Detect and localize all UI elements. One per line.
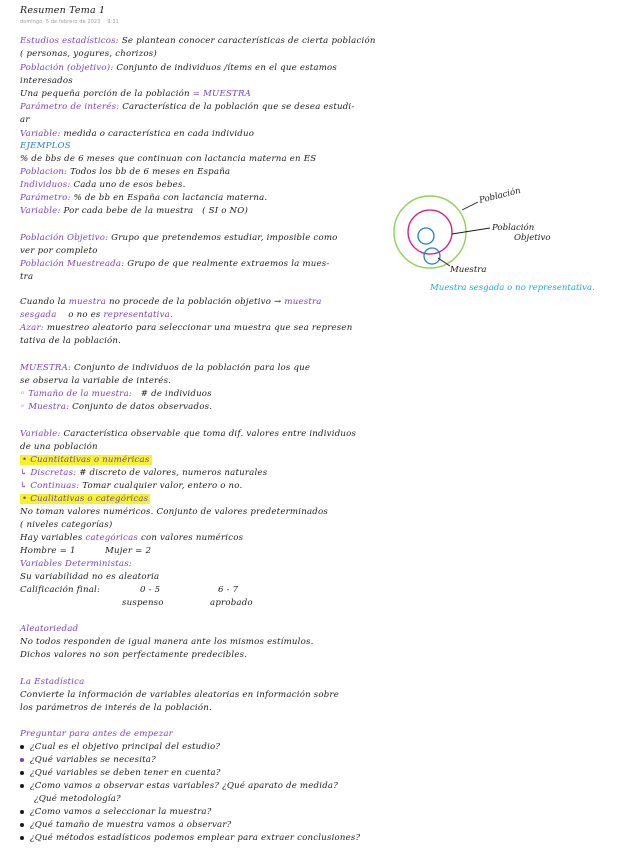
estudios-text: Se plantean conocer características de cierta población [121, 36, 376, 46]
azar-label: Azar: [20, 323, 44, 333]
azar-cont: tativa de la población. [20, 336, 122, 346]
pregunta-text: ¿Qué metodología? [34, 794, 121, 804]
variable-def-line [20, 129, 254, 140]
variable-def-label: Variable: [20, 129, 61, 139]
pregunta-text: ¿Qué variables se necesita? [30, 755, 156, 765]
muestra-sesgada-circle [424, 248, 440, 264]
bullet-icon [20, 771, 24, 775]
pregunta-item [20, 807, 212, 818]
muestra-label: MUESTRA: [20, 363, 72, 373]
note-title: Resumen Tema 1 [20, 5, 106, 16]
sesgo-line-1 [20, 297, 322, 308]
ejemplo-poblacion [20, 167, 230, 178]
sesgo-noes: o no es [68, 310, 101, 320]
ejemplo-parametro [20, 193, 267, 204]
cualitativas-line [20, 494, 150, 505]
variable-cont: de una población [20, 442, 98, 452]
ejemplo-parametro-label: Parámetro: [20, 193, 71, 203]
suspenso-text: suspenso [122, 598, 164, 608]
muestra-circle [418, 228, 434, 244]
pregunta-item [20, 820, 231, 831]
preguntas-heading: Preguntar para antes de empezar [20, 729, 173, 739]
estadistica-line-1: Convierte la información de variables aleatorias en información sobre [20, 690, 340, 700]
ejemplo-individuos [20, 180, 186, 191]
ejemplo-parametro-text: % de bb en España con lactancia materna. [73, 193, 268, 203]
ejemplo-variable [20, 206, 248, 217]
poblacion-cont: interesados [20, 76, 73, 86]
poblacion-label: Población (objetivo): [20, 63, 114, 73]
ejemplo-variable-value: ( SI o NO) [202, 206, 249, 216]
muestreada-cont: tra [20, 272, 34, 282]
sesgo-arrow: → [274, 297, 282, 307]
cuantitativas-text: Cuantitativas o numéricas [30, 455, 150, 465]
parametro-line [20, 102, 354, 113]
hombre-text: Hombre = 1 [20, 546, 76, 556]
pregunta-item [20, 781, 338, 792]
sesgo-sesgada: sesgada [20, 310, 57, 320]
continuas-line [20, 481, 242, 492]
parametro-cont: ar [20, 115, 30, 125]
poblacion-line [20, 63, 337, 74]
niveles-line: ( niveles categorías) [20, 520, 113, 530]
muestra-def2-line [20, 402, 212, 413]
pregunta-text: ¿Qué tamaño de muestra vamos a observar? [30, 820, 232, 830]
hay-rest: con valores numéricos [140, 533, 244, 543]
ejemplo-variable-label: Variable: [20, 206, 61, 216]
cualitativas-text: Cualitativas o categóricas [30, 494, 149, 504]
bullet-icon [20, 823, 24, 827]
discretas-text: # discreto de valores, numeros naturales [79, 468, 268, 478]
estudios-line [20, 36, 376, 47]
parametro-label: Parámetro de interés: [20, 102, 120, 112]
objetivo-circle [408, 210, 452, 254]
sesgo-muestra: muestra [68, 297, 107, 307]
pregunta-item [34, 794, 121, 805]
azar-text: muestreo aleatorio para seleccionar una muestra que sea represen [46, 323, 353, 333]
deterministas-label: Variables Deterministas: [20, 559, 132, 569]
calificacion-label: Calificación final: [20, 585, 101, 595]
pregunta-item [20, 833, 360, 844]
estadistica-line-2: los parámetros de interés de la población. [20, 703, 212, 713]
continuas-label: ↳ Continuas: [20, 481, 80, 491]
muestra-def-line [20, 89, 251, 100]
calificacion-range-1: 0 - 5 [140, 585, 161, 595]
objetivo-label: Población Objetivo: [20, 233, 109, 243]
label-objetivo-1: Población [492, 223, 535, 233]
aleatoriedad-line-2: Dichos valores no son perfectamente predecibles. [20, 650, 248, 660]
cualitativas-label: • Cualitativas o categóricas [22, 494, 149, 504]
cuantitativas-label: • Cuantitativas o numéricas [22, 455, 150, 465]
hay-line [20, 533, 243, 544]
time-text: 9:31 [107, 20, 119, 25]
pregunta-text: ¿Como vamos a observar estas variables? ¿Qué aparato de medida? [30, 781, 339, 791]
estudios-cont: ( personas, yogures, chorizos) [20, 49, 157, 59]
muestra-eq: = MUESTRA [192, 89, 252, 99]
tamano-label: ◦ Tamaño de la muestra: [20, 389, 132, 399]
estadistica-heading: La Estadística [20, 677, 85, 687]
muestreada-text: Grupo de que realmente extraemos la mues- [127, 259, 330, 269]
objetivo-line [20, 233, 338, 244]
objetivo-text: Grupo que pretendemos estudiar, imposible como [111, 233, 338, 243]
muestra-cont: se observa la variable de interés. [20, 376, 172, 386]
deterministas-text: Su variabilidad no es aleatoria [20, 572, 160, 582]
poblacion-text: Conjunto de individuos /ítems en el que estamos [116, 63, 338, 73]
discretas-label: ↳ Discretas: [20, 468, 77, 478]
calificacion-range-2: 6 - 7 [218, 585, 239, 595]
muestra-line [20, 363, 310, 374]
cuantitativas-line [20, 455, 152, 466]
hay-cat: categóricas [85, 533, 139, 543]
muestra-text: Conjunto de individuos de la población para los que [74, 363, 311, 373]
muestra-def2-label: ◦ Muestra: [20, 402, 70, 412]
date-text: domingo, 5 de febrero de 2023 [20, 20, 101, 25]
bullet-icon [20, 758, 24, 762]
ejemplo-individuos-text: Cada uno de esos bebes. [73, 180, 186, 190]
pregunta-text: ¿Como vamos a seleccionar la muestra? [30, 807, 212, 817]
label-poblacion: Población [478, 186, 522, 206]
pregunta-item [20, 755, 156, 766]
bullet-icon [20, 784, 24, 788]
poblacion-diagram [386, 186, 622, 306]
sesgo-representativa: representativa. [103, 310, 173, 320]
variable-label: Variable: [20, 429, 61, 439]
bullet-icon [20, 810, 24, 814]
ejemplos-intro: % de bbs de 6 meses que continuan con lactancia materna en ES [20, 154, 317, 164]
aleatoriedad-heading: Aleatoriedad [20, 624, 79, 634]
label-muestra: Muestra [450, 265, 487, 275]
muestreada-line [20, 259, 330, 270]
aleatoriedad-line-1: No todos responden de igual manera ante los mismos estímulos. [20, 637, 314, 647]
pregunta-text: ¿Qué variables se deben tener en cuenta? [30, 768, 221, 778]
sesgo-b: no procede de la población objetivo [109, 297, 272, 307]
aprobado-text: aprobado [210, 598, 253, 608]
pregunta-text: ¿Cual es el objetivo principal del estudio? [30, 742, 221, 752]
ejemplos-heading: EJEMPLOS [20, 141, 71, 151]
bullet-icon [20, 836, 24, 840]
variable-text: Característica observable que toma dif. valores entre individuos [63, 429, 357, 439]
hay-text: Hay variables [20, 533, 83, 543]
objetivo-arrow [452, 228, 490, 234]
azar-line [20, 323, 352, 334]
continuas-text: Tomar cualquier valor, entero o no. [82, 481, 243, 491]
sesgo-line-2 [20, 310, 173, 321]
sesgo-c: muestra [284, 297, 322, 307]
variable-def-text: medida o característica en cada individuo [63, 129, 255, 139]
bullet-icon [20, 745, 24, 749]
ejemplo-individuos-label: Individuos: [20, 180, 71, 190]
objetivo-cont: ver por completo [20, 246, 98, 256]
diagram-caption: Muestra sesgada o no representativa. [430, 283, 595, 293]
note-date [20, 17, 119, 28]
no-toman-line: No toman valores numéricos. Conjunto de valores predeterminados [20, 507, 328, 517]
pregunta-item [20, 768, 221, 779]
sesgo-a: Cuando la [20, 297, 66, 307]
muestreada-label: Población Muestreada: [20, 259, 125, 269]
poblacion-arrow [462, 202, 478, 210]
tamano-line [20, 389, 212, 400]
mujer-text: Mujer = 2 [105, 546, 152, 556]
variable-line [20, 429, 356, 440]
poblacion-circle [394, 196, 466, 268]
label-objetivo-2: Objetivo [514, 233, 551, 243]
ejemplo-poblacion-label: Poblacion: [20, 167, 68, 177]
muestra-def: Una pequeña porción de la población [20, 89, 190, 99]
ejemplo-poblacion-text: Todos los bb de 6 meses en España [70, 167, 231, 177]
pregunta-item [20, 742, 220, 753]
pregunta-text: ¿Qué métodos estadísticos podemos emplear para extraer conclusiones? [30, 833, 361, 843]
discretas-line [20, 468, 267, 479]
parametro-text: Característica de la población que se desea estudi- [122, 102, 355, 112]
tamano-text: # de individuos [140, 389, 212, 399]
estudios-label: Estudios estadísticos: [20, 36, 119, 46]
ejemplo-variable-text: Por cada bebe de la muestra [63, 206, 194, 216]
muestra-def2-text: Conjunto de datos observados. [72, 402, 213, 412]
